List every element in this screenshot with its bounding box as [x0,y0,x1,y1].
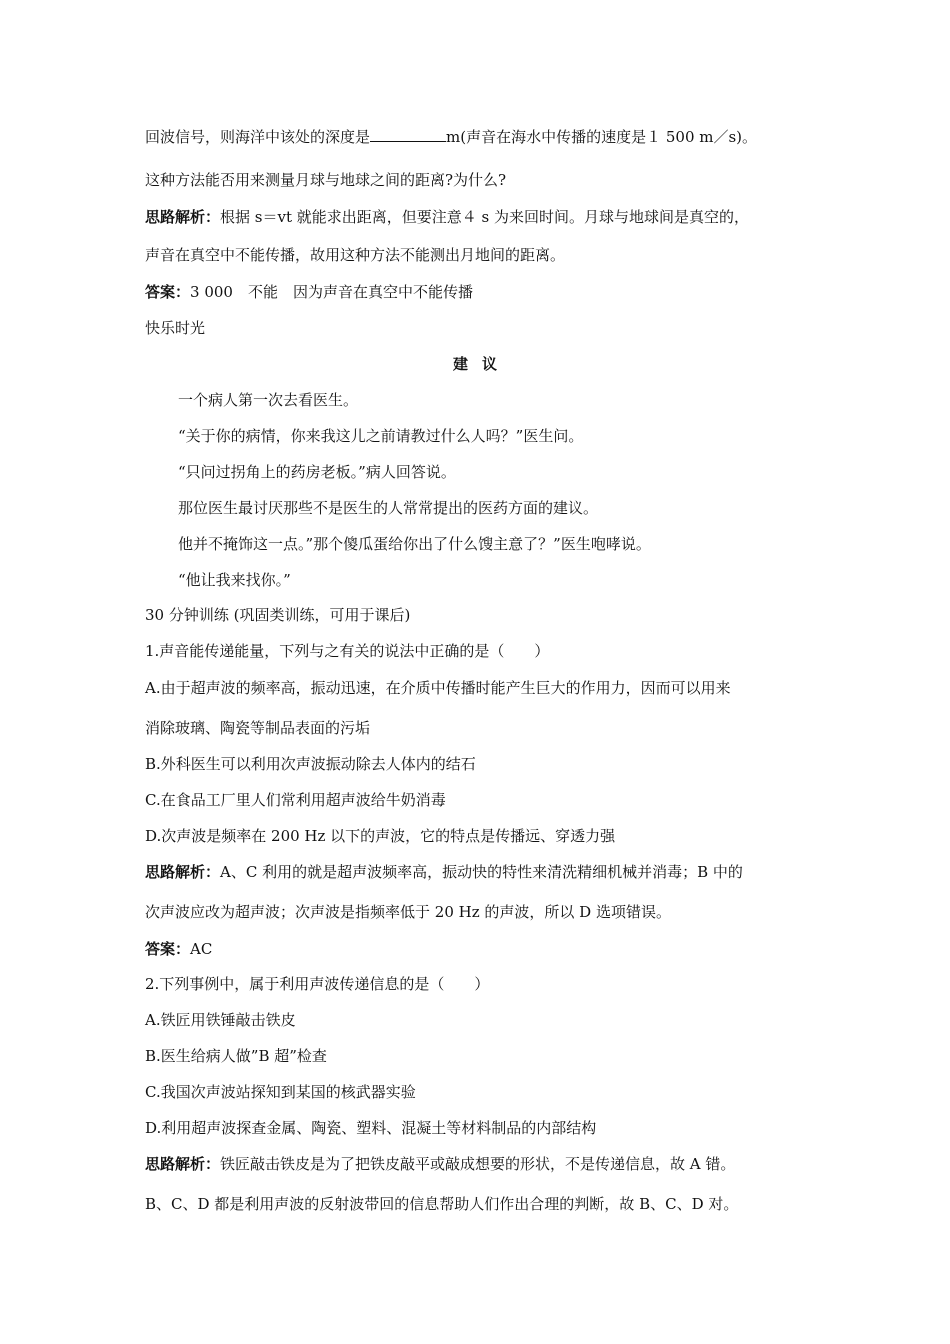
story-line: 那位医生最讨厌那些不是医生的人常常提出的医药方面的建议。 [178,499,599,517]
story-line: 一个病人第一次去看医生。 [178,391,359,409]
prev-analysis-line-2: 声音在真空中不能传播，故用这种方法不能测出月地间的距离。 [145,246,566,264]
story-title: 建议 [452,355,511,373]
analysis-label: 思路解析： [145,208,221,226]
q1-option-b: B.外科医生可以利用次声波振动除去人体内的结石 [145,755,476,773]
q1-option-c: C.在食品工厂里人们常利用超声波给牛奶消毒 [145,791,446,809]
prev-analysis-line-1 [145,207,825,227]
analysis-label: 思路解析： [145,863,221,881]
prev-question-line-2: 这种方法能否用来测量月球与地球之间的距离?为什么? [145,171,507,189]
story-line: “关于你的病情，你来我这儿之前请教过什么人吗？”医生问。 [178,427,584,445]
answer-label: 答案： [145,940,191,958]
analysis-text: 根据 s＝vt 就能求出距离，但要注意４ s 为来回时间。月球与地球间是真空的， [220,208,749,226]
analysis-label: 思路解析： [145,1155,221,1173]
story-line: “只问过拐角上的药房老板。”病人回答说。 [178,463,456,481]
q2-analysis-line-2: B、C、D 都是利用声波的反射波带回的信息帮助人们作出合理的判断，故 B、C、D 对。 [145,1195,739,1213]
q1-analysis-line-2: 次声波应改为超声波；次声波是指频率低于 20 Hz 的声波，所以 D 选项错误。 [145,903,671,921]
q1-option-a: A.由于超声波的频率高，振动迅速，在介质中传播时能产生巨大的作用力，因而可以用来 [145,679,731,697]
prev-question-line-1 [145,127,825,147]
q2-option-a: A.铁匠用铁锤敲击铁皮 [145,1011,296,1029]
q2-option-b: B.医生给病人做”B 超”检查 [145,1047,327,1065]
q2-option-d: D.利用超声波探查金属、陶瓷、塑料、混凝土等材料制品的内部结构 [145,1119,597,1137]
prev-question-text: m(声音在海水中传播的速度是１ 500 m／s)。 [446,128,758,146]
fun-section-heading: 快乐时光 [145,319,206,337]
prev-answer [145,282,825,302]
q1-option-a-cont: 消除玻璃、陶瓷等制品表面的污垢 [145,719,371,737]
q2-stem: 2.下列事例中，属于利用声波传递信息的是（ ） [145,975,490,993]
q1-stem: 1.声音能传递能量，下列与之有关的说法中正确的是（ ） [145,642,550,660]
training-heading: 30 分钟训练 (巩固类训练，可用于课后) [145,606,411,624]
q2-analysis-line-1 [145,1154,825,1174]
answer-text: AC [190,940,213,958]
answer-blank [370,127,446,142]
story-line: 他并不掩饰这一点。”那个傻瓜蛋给你出了什么馊主意了？”医生咆哮说。 [178,535,651,553]
analysis-text: 铁匠敲击铁皮是为了把铁皮敲平或敲成想要的形状，不是传递信息，故 A 错。 [220,1155,736,1173]
prev-question-text: 回波信号，则海洋中该处的深度是 [145,128,371,146]
q1-analysis-line-1 [145,862,825,882]
answer-label: 答案： [145,283,191,301]
story-line: “他让我来找你。” [178,571,291,589]
analysis-text: A、C 利用的就是超声波频率高，振动快的特性来清洗精细机械并消毒；B 中的 [220,863,743,881]
q1-option-d: D.次声波是频率在 200 Hz 以下的声波，它的特点是传播远、穿透力强 [145,827,616,845]
q2-option-c: C.我国次声波站探知到某国的核武器实验 [145,1083,416,1101]
answer-text: 3 000 不能 因为声音在真空中不能传播 [190,283,473,301]
q1-answer [145,939,825,959]
